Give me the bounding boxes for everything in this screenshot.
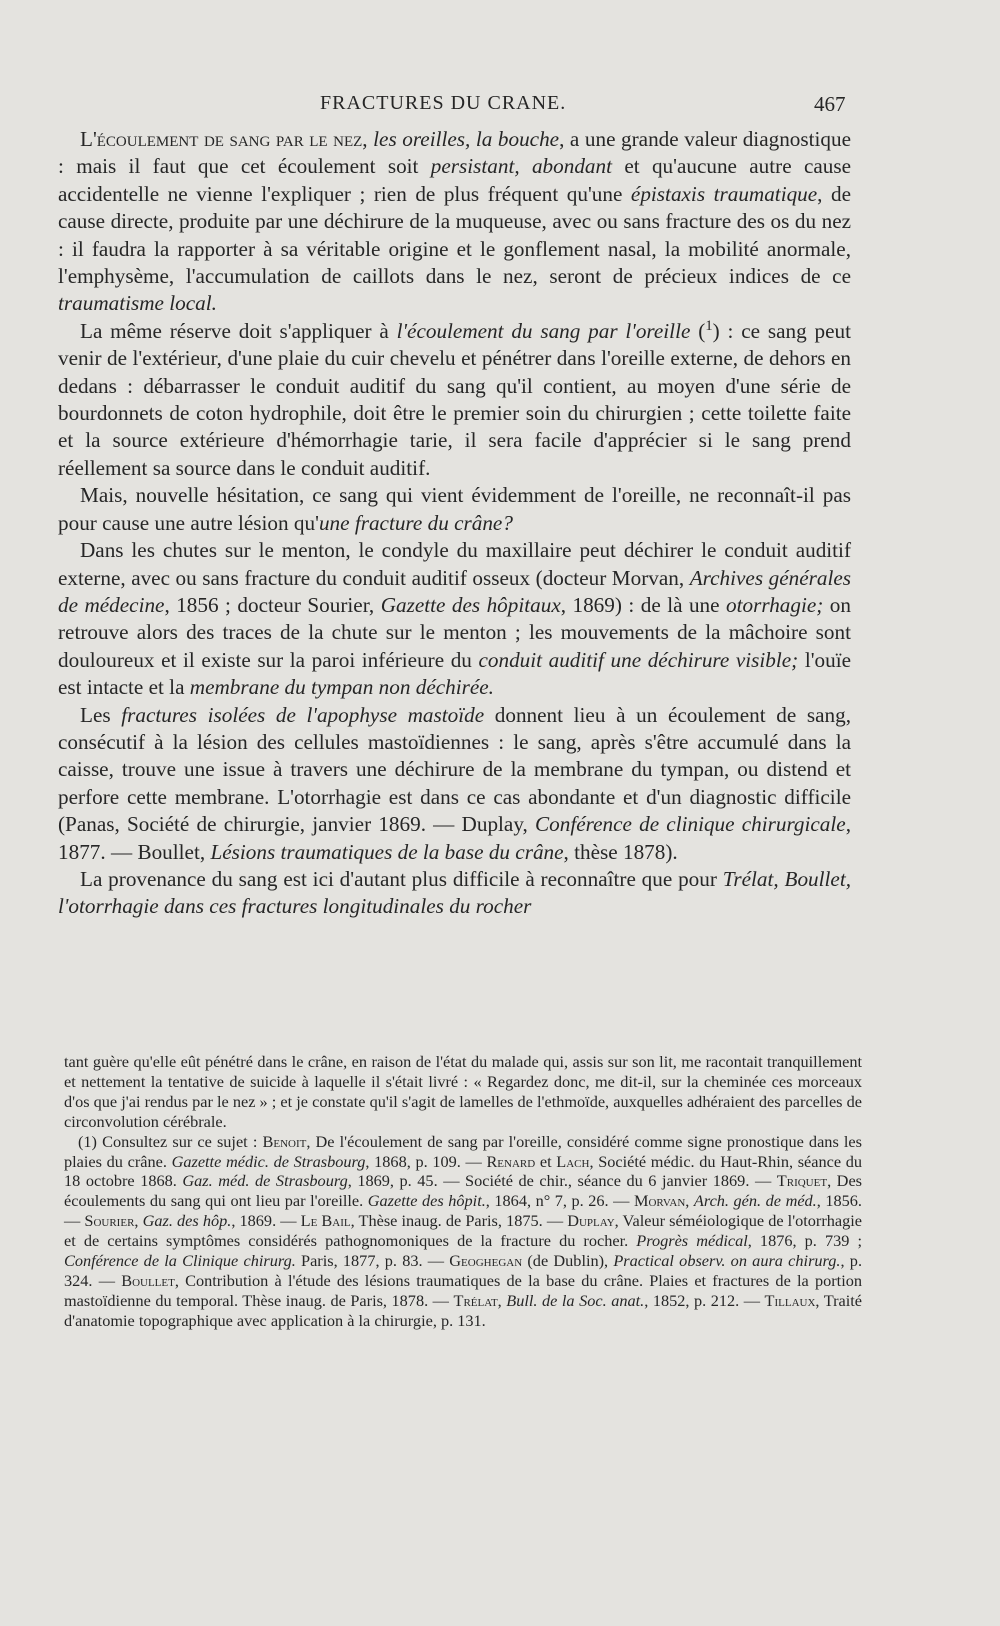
text-run: Consultez sur ce sujet : bbox=[96, 1131, 263, 1151]
text-run: , 1852, p. 212. — bbox=[644, 1290, 765, 1310]
author-name: Renard bbox=[486, 1151, 536, 1171]
text-run: , 1856 ; docteur Sourier, bbox=[164, 592, 381, 617]
author-name: Benoit bbox=[262, 1131, 307, 1151]
author-name: Geoghegan bbox=[449, 1251, 523, 1271]
text-run: , 1869) : de là une bbox=[560, 592, 727, 617]
text-run: , Contribution à l'étude des lésions traumatiques de la base du crâne. Plaies et fractures de la portion mastoïdienne du temporal. Thèse inaug. de Paris, 1878. — bbox=[64, 1270, 862, 1310]
text-run: Mais, nouvelle hésitation, ce sang qui vient évidemment de l'oreille, ne reconnaît-il pas pour cause une autre lésion qu' bbox=[58, 483, 851, 535]
italic-run: Conférence de la Clinique chirurg. bbox=[64, 1251, 296, 1271]
text-run: , 1869. — bbox=[231, 1211, 301, 1231]
text-run: ) : ce sang peut venir de l'extérieur, d'une plaie du cuir chevelu et pénétrer dans l'oreille externe, de dehors en dedans : débarrasser le conduit auditif du sang qu'il contient, au moyen d'une série de bourdonnets de coton hydrophile, doit être le premier soin du chirurgien ; cette toilette faite et la source extérieure d'hémorrhagie tarie, il sera facile d'apprécier si le sang prend réellement sa source dans le conduit auditif. bbox=[58, 318, 851, 480]
paragraph bbox=[58, 318, 851, 482]
italic-run: traumatisme local. bbox=[58, 291, 217, 316]
author-name: Boullet bbox=[121, 1270, 175, 1290]
italic-run: Gazette des hôpitaux bbox=[380, 592, 561, 617]
author-name: Trélat bbox=[453, 1290, 498, 1310]
author-name: Le Bail bbox=[300, 1211, 351, 1231]
page-number: 467 bbox=[814, 92, 846, 116]
italic-run: Gazette des hôpit. bbox=[367, 1191, 486, 1211]
text-run: , 1856. — bbox=[64, 1191, 863, 1231]
author-name: Lach bbox=[556, 1151, 590, 1171]
italic-run: persistant, abondant bbox=[430, 154, 613, 179]
text-run: , Traité d'anatomie topographique avec application à la chirurgie, p. 131. bbox=[64, 1290, 863, 1330]
text-run: et qu'aucune autre cause accidentelle ne vienne l'expliquer ; rien de plus fréquent qu'une bbox=[58, 154, 851, 206]
italic-run: Trélat, Boullet, l'otorrhagie dans ces fractures longitudinales du rocher bbox=[58, 866, 852, 919]
author-name: Morvan bbox=[633, 1191, 686, 1211]
text-run: (de Dublin), bbox=[522, 1251, 614, 1271]
text-run: , bbox=[134, 1211, 143, 1231]
text-run: donnent lieu à un écoulement de sang, consécutif à la lésion des cellules mastoïdiennes : le sang, après s'être accumulé dans la caisse, trouve une issue à travers une déchirure de la membrane du tympan, ou distend et perfore cette membrane. L'otorrhagie est dans ce cas abondante et d'un diagnostic difficile (Panas, Société de chirurgie, janvier 1869. — Duplay, bbox=[58, 702, 852, 837]
italic-run: Archives générales de médecine bbox=[58, 565, 851, 617]
page-header bbox=[0, 92, 1000, 122]
footnote-mark: (1) bbox=[78, 1131, 97, 1151]
text-run: , De l'écoulement de sang par l'oreille, considéré comme signe pronostique dans les plaies du crâne. bbox=[64, 1131, 862, 1171]
italic-run: Progrès médical bbox=[636, 1231, 748, 1251]
author-name: Duplay bbox=[567, 1211, 615, 1231]
author-name: Sourier bbox=[84, 1211, 135, 1231]
footnote-ref: 1 bbox=[705, 317, 713, 334]
text-run: , bbox=[685, 1191, 694, 1211]
author-name: Triquet bbox=[776, 1171, 828, 1191]
text-run: , 1869, p. 45. — Société de chir., séance du 6 janvier 1869. — bbox=[347, 1171, 777, 1191]
italic-run: Gaz. des hôp. bbox=[142, 1211, 232, 1231]
paragraph bbox=[58, 126, 851, 318]
text-run: , Valeur séméiologique de l'otorrhagie et de certains symptômes considérés pathognomoniques de la fracture du rocher. bbox=[64, 1211, 863, 1251]
text-run: La même réserve doit s'appliquer à bbox=[80, 318, 397, 343]
italic-run: Gaz. méd. de Strasbourg bbox=[182, 1171, 348, 1191]
text-run: , p. 324. — bbox=[64, 1251, 863, 1290]
text-run: , de cause directe, produite par une déchirure de la muqueuse, avec ou sans fracture des os du nez : il faudra la rapporter à sa véritable origine et le gonflement nasal, la mobilité anormale, l'emphysème, l'accumulation de caillots dans le nez, seront de précieux indices de ce bbox=[58, 181, 851, 289]
italic-run: conduit auditif une déchirure visible; bbox=[478, 647, 799, 672]
text-run: , thèse 1878). bbox=[563, 839, 678, 864]
text-run: Dans les chutes sur le menton, le condyle du maxillaire peut déchirer le conduit auditif externe, avec ou sans fracture du conduit auditif osseux (docteur Morvan, bbox=[58, 538, 851, 590]
text-run: , Thèse inaug. de Paris, 1875. — bbox=[350, 1211, 568, 1231]
footnotes bbox=[64, 1052, 862, 1331]
text-run: , 1877. — Boullet, bbox=[58, 812, 851, 864]
text-run: La provenance du sang est ici d'autant plus difficile à reconnaître que pour bbox=[80, 866, 723, 891]
footnote-carryover: tant guère qu'elle eût pénétré dans le crâne, en raison de l'état du malade qui, assis sur son lit, me racontait tranquillement et nettement la tentative de suicide à laquelle il s'était livré : « Regardez donc, me dit-il, sur la cheminée ces morceaux d'os que j'ai rendus par le nez » ; et je constate qu'il s'agit de lamelles de l'ethmoïde, auxquelles adhéraient des parcelles de circonvolution cérébrale. bbox=[64, 1052, 862, 1131]
italic-run: les oreilles, la bouche bbox=[373, 127, 560, 151]
paragraph bbox=[58, 702, 851, 866]
text-run: , 1876, p. 739 ; bbox=[747, 1231, 862, 1251]
footnote-1 bbox=[64, 1132, 862, 1331]
text-run: et bbox=[535, 1151, 557, 1171]
text-run: ( bbox=[690, 318, 706, 343]
lead-in-small-caps: L'écoulement de sang par le nez, bbox=[80, 127, 368, 151]
text-run: , Des écoulements du sang qui ont lieu par l'oreille. bbox=[64, 1171, 863, 1211]
author-name: Tillaux bbox=[764, 1290, 816, 1310]
italic-run: Gazette médic. de Strasbourg bbox=[171, 1151, 366, 1171]
text-run: , Société médic. du Haut-Rhin, séance du 18 octobre 1868. bbox=[64, 1151, 863, 1191]
text-run: , a une grande valeur diagnostique : mais il faut que cet écoulement soit bbox=[58, 127, 851, 179]
paragraph bbox=[58, 537, 851, 701]
main-text bbox=[58, 126, 851, 921]
text-run: Paris, 1877, p. 83. — bbox=[295, 1251, 450, 1271]
italic-run: membrane du tympan non déchirée. bbox=[189, 675, 494, 700]
italic-run: Practical observ. on aura chirurg. bbox=[613, 1251, 841, 1271]
text-run: , 1868, p. 109. — bbox=[365, 1151, 487, 1171]
italic-run: Bull. de la Soc. anat. bbox=[506, 1290, 645, 1310]
italic-run: otorrhagie; bbox=[726, 592, 824, 617]
running-title: FRACTURES DU CRANE. bbox=[320, 92, 567, 114]
text-run: on retrouve alors des traces de la chute sur le menton ; les mouvements de la mâchoire sont douloureux et il existe sur la paroi inférieure du bbox=[58, 592, 851, 672]
italic-run: Lésions traumatiques de la base du crâne bbox=[210, 839, 564, 864]
paragraph bbox=[58, 866, 851, 921]
italic-run: fractures isolées de l'apophyse mastoïde bbox=[121, 702, 485, 727]
italic-run: une fracture du crâne? bbox=[318, 510, 513, 535]
text-run: l'ouïe est intacte et la bbox=[58, 647, 851, 700]
text-run: Les bbox=[80, 702, 122, 727]
italic-run: l'écoulement du sang par l'oreille bbox=[396, 318, 691, 343]
text-run: , bbox=[497, 1290, 507, 1310]
italic-run: Conférence de clinique chirurgicale bbox=[535, 812, 846, 837]
paragraph bbox=[58, 482, 851, 537]
italic-run: épistaxis traumatique bbox=[630, 181, 818, 206]
italic-run: Arch. gén. de méd. bbox=[693, 1191, 817, 1211]
text-run: , 1864, n° 7, p. 26. — bbox=[485, 1191, 634, 1211]
